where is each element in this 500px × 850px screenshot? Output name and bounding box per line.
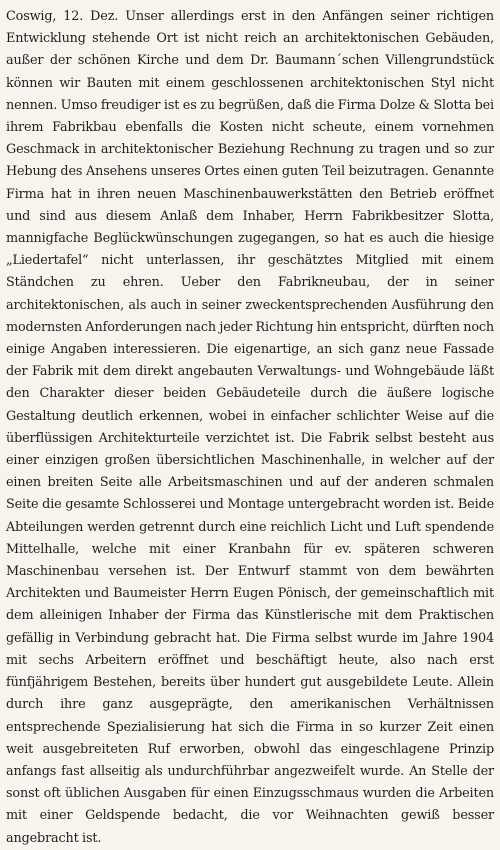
article-dateline: Coswig, 12. Dez. xyxy=(6,9,119,24)
article-text: Unser allerdings erst in den Anfängen seiner richtigen Entwicklung stehende Ort ist nicht reich an architektonischen Gebäuden, außer der schönen Kirche und dem Dr. Baumann´schen Villengrundstück können wir Bauten mit einem geschlossenen architektonischen Styl nicht nennen. Umso freudiger ist es zu begrüßen, daß die Firma Dolze & Slotta bei ihrem Fabrikbau ebenfalls die Kosten nicht scheute, einem vornehmen Geschmack in architektonischer Beziehung Rechnung zu tragen und so zur Hebung des Ansehens unseres Ortes einen guten Teil beizutragen. Genannte Firma hat in ihren neuen Maschinenbauwerkstätten den Betrieb eröffnet und sind aus diesem Anlaß dem Inhaber, Herrn Fabrikbesitzer Slotta, mannigfache Beglückwünschungen zugegangen, so hat es auch die hiesige „Liedertafel“ nicht unterlassen, ihr geschätztes Mitglied mit einem Ständchen zu ehren. Ueber den Fabrikneubau, der in seiner architektonischen, als auch in seiner zweckentsprechenden Ausführung den modernsten Anforderungen nach jeder Richtung hin entspricht, dürften noch einige Angaben interessieren. Die eigenartige, an sich ganz neue Fassade der Fabrik mit dem direkt angebauten Verwaltungs- und Wohngebäude läßt den Charakter dieser beiden Gebäudeteile durch die äußere logische Gestaltung deutlich erkennen, wobei in einfacher schlichter Weise auf die überflüssigen Architekturteile verzichtet ist. Die Fabrik selbst besteht aus einer einzigen großen übersichtlichen Maschinenhalle, in welcher auf der einen breiten Seite alle Arbeitsmaschinen und auf der anderen schmalen Seite die gesamte Schlosserei und Montage untergebracht worden ist. Beide Abteilungen werden getrennt durch eine reichlich Licht und Luft spendende Mittelhalle, welche mit einer Kranbahn für ev. späteren schweren Maschinenbau versehen ist. Der Entwurf stammt von dem bewährten Architekten und Baumeister Herrn Eugen Pönisch, der gemeinschaftlich mit dem alleinigen Inhaber der Firma das Künstlerische mit dem Praktischen gefällig in Verbindung gebracht hat. Die Firma selbst wurde im Jahre 1904 mit sechs Arbeitern eröffnet und beschäftigt heute, also nach erst fünfjährigem Bestehen, bereits über hundert gut ausgebildete Leute. Allein durch ihre ganz ausgeprägte, den amerikanischen Verhältnissen entsprechende Spezialisierung hat sich die Firma in so kurzer Zeit einen weit ausgebreiteten Ruf erworben, obwohl das eingeschlagene Prinzip anfangs fast allseitig als undurchführbar angezweifelt wurde. An Stelle der sonst oft üblichen Ausgaben für einen Einzugsschmaus wurden die Arbeiten mit einer Geldspende bedacht, die vor Weihnachten gewiß besser angebracht ist. xyxy=(6,9,494,846)
article-body xyxy=(6,6,494,850)
